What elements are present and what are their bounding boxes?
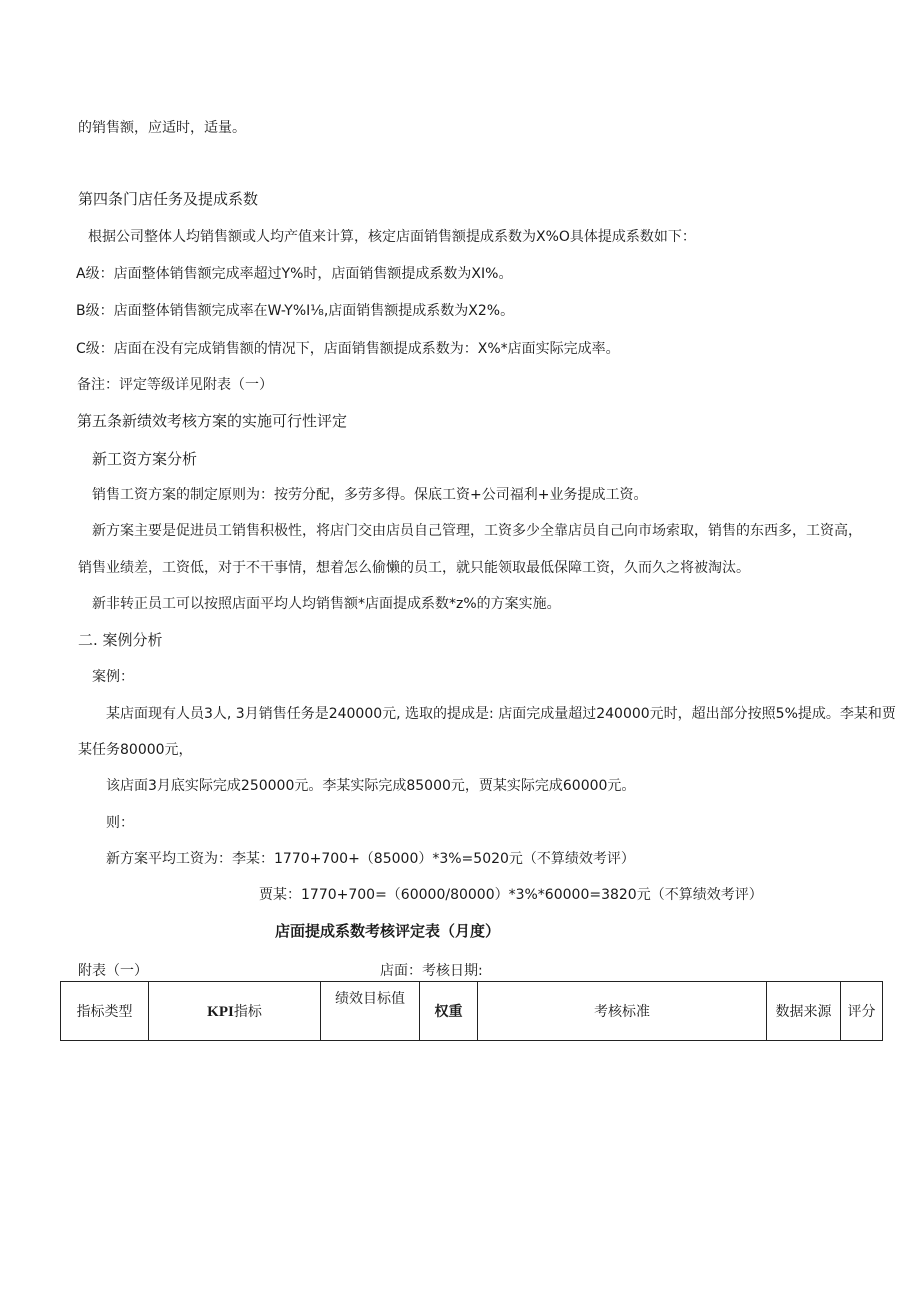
paragraph-new-plan-line2: 销售业绩差，工资低，对于不干事情，想着怎么偷懒的员工，就只能领取最低保障工资，久而久之将被淘汰。: [78, 560, 750, 576]
header-kpi-latin: KPI: [207, 1004, 234, 1020]
paragraph-grade-c: C级：店面在没有完成销售额的情况下，店面销售额提成系数为：X%*店面实际完成率。: [76, 341, 620, 357]
paragraph-calc-li: 新方案平均工资为：李某：1770+700+（85000）*3%=5020元（不算绩效考评）: [106, 851, 635, 867]
header-kpi-suffix: 指标: [233, 1004, 262, 1020]
header-data-source: 数据来源: [767, 982, 841, 1041]
paragraph-grade-a: A级：店面整体销售额完成率超过Y%时，店面销售额提成系数为XI%。: [76, 266, 513, 282]
header-criteria: 考核标准: [478, 982, 767, 1041]
header-indicator-type: 指标类型: [61, 982, 149, 1041]
section-heading-article-4: 第四条门店任务及提成系数: [78, 190, 259, 208]
section-heading-case-analysis: 二. 案例分析: [78, 631, 163, 649]
paragraph-calc-jia: 贾某：1770+700=（60000/80000）*3%*60000=3820元（不算绩效考评）: [259, 887, 763, 903]
paragraph-grade-b: B级：店面整体销售额完成率在W-Y%I⅛,店面销售额提成系数为X2%。: [76, 303, 515, 319]
paragraph-case-line2: 某任务80000元，: [78, 742, 193, 758]
table-header-row: [61, 982, 883, 1041]
paragraph-case-line1: 某店面现有人员3人, 3月销售任务是240000元, 选取的提成是: 店面完成量超过240000元时，超出部分按照5%提成。李某和贾: [106, 706, 896, 722]
subheading-salary-analysis: 新工资方案分析: [92, 450, 198, 468]
header-score: 评分: [841, 982, 883, 1041]
paragraph-case-actual: 该店面3月底实际完成250000元。李某实际完成85000元，贾某实际完成60000元。: [106, 778, 636, 794]
section-heading-article-5: 第五条新绩效考核方案的实施可行性评定: [77, 412, 348, 430]
paragraph-case-label: 案例：: [92, 669, 134, 685]
table-store-date-label: 店面：考核日期:: [380, 963, 483, 979]
paragraph-new-plan-line1: 新方案主要是促进员工销售积极性，将店门交由店员自己管理，工资多少全靠店员自己向市场索取，销售的东西多，工资高，: [92, 523, 862, 539]
header-weight: 权重: [420, 982, 478, 1041]
paragraph-probation-staff: 新非转正员工可以按照店面平均人均销售额*店面提成系数*z%的方案实施。: [92, 596, 561, 612]
header-target-value: 绩效目标值: [321, 982, 420, 1041]
table-appendix-label: 附表（一）: [78, 963, 148, 979]
paragraph-salary-principle: 销售工资方案的制定原则为：按劳分配，多劳多得。保底工资+公司福利+业务提成工资。: [92, 487, 648, 503]
kpi-evaluation-table: [60, 981, 883, 1041]
header-kpi-indicator: [149, 982, 321, 1041]
table-title: 店面提成系数考核评定表（月度）: [275, 922, 501, 940]
paragraph-note: 备注：评定等级详见附表（一）: [77, 377, 273, 393]
paragraph-sales-tail: 的销售额，应适时，适量。: [78, 120, 246, 136]
paragraph-commission-basis: 根据公司整体人均销售额或人均产值来计算，核定店面销售额提成系数为X%O具体提成系数如下：: [88, 229, 696, 245]
paragraph-then: 则：: [106, 815, 134, 831]
